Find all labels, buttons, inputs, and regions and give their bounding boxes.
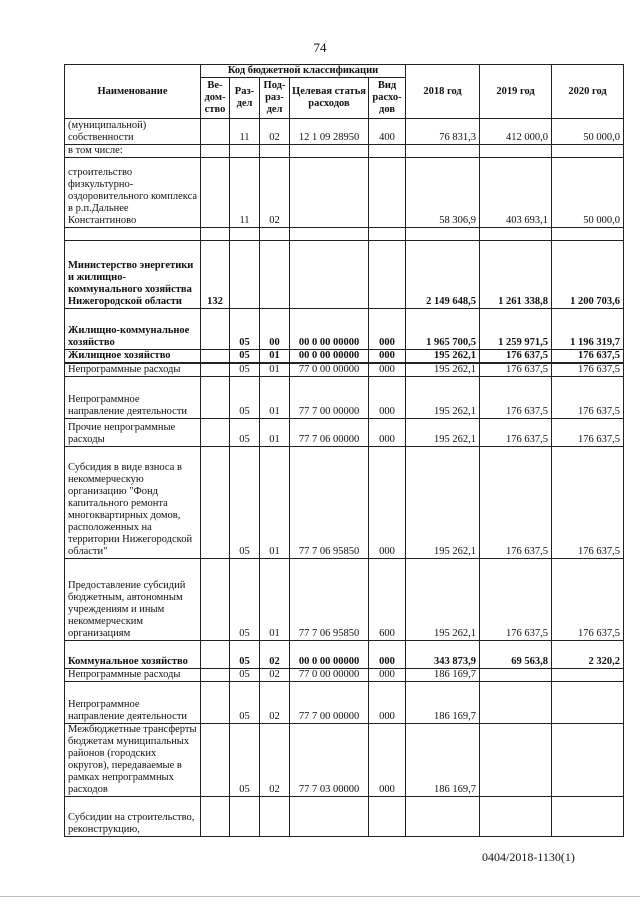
row-2020: 50 000,0 [552,119,624,145]
row-podrazdel: 02 [260,119,290,145]
row-razdel: 05 [230,447,260,559]
row-vedomstvo [201,447,230,559]
table-row [65,241,624,309]
row-vedomstvo [201,641,230,669]
row-2019 [480,145,552,158]
table-row [65,350,624,364]
row-2020 [552,669,624,682]
row-name: Непрограммное направление деятельности [65,682,201,724]
row-vid: 000 [369,309,406,350]
row-target: 00 0 00 00000 [290,641,369,669]
table-row [65,641,624,669]
row-2020 [552,724,624,797]
row-2019: 176 637,5 [480,363,552,377]
row-target: 77 7 06 00000 [290,419,369,447]
row-podrazdel: 01 [260,363,290,377]
row-2019: 176 637,5 [480,419,552,447]
row-razdel [230,228,260,241]
table-row [65,682,624,724]
row-razdel: 05 [230,309,260,350]
table-row [65,419,624,447]
header-vedomstvo: Ве-дом-ство [201,78,230,119]
row-target: 77 7 06 95850 [290,559,369,641]
row-target: 77 7 00 00000 [290,377,369,419]
row-razdel: 11 [230,119,260,145]
header-name: Наименование [65,65,201,119]
row-2020: 50 000,0 [552,158,624,228]
table-row [65,228,624,241]
row-2020: 176 637,5 [552,447,624,559]
row-2018: 195 262,1 [406,363,480,377]
row-podrazdel: 01 [260,559,290,641]
row-vid [369,241,406,309]
row-vid: 000 [369,363,406,377]
row-2018: 76 831,3 [406,119,480,145]
row-vid: 000 [369,419,406,447]
row-2018 [406,145,480,158]
row-target [290,145,369,158]
row-2018 [406,797,480,837]
row-name: Субсидия в виде взноса в некоммерческую организацию "Фонд капитального ремонта многоквартирных домов, расположенных на территории Нижегородской области" [65,447,201,559]
row-razdel: 05 [230,641,260,669]
row-vedomstvo [201,145,230,158]
table-row [65,363,624,377]
table-row [65,447,624,559]
table-row [65,377,624,419]
row-podrazdel: 02 [260,682,290,724]
row-2018: 343 873,9 [406,641,480,669]
row-target: 77 0 00 00000 [290,363,369,377]
row-name: Непрограммные расходы [65,363,201,377]
row-2019: 1 259 971,5 [480,309,552,350]
row-podrazdel [260,228,290,241]
row-name: Непрограммные расходы [65,669,201,682]
row-2020 [552,145,624,158]
row-razdel [230,145,260,158]
row-2018: 58 306,9 [406,158,480,228]
row-podrazdel: 02 [260,158,290,228]
row-name [65,228,201,241]
row-vedomstvo [201,350,230,364]
row-podrazdel: 02 [260,641,290,669]
row-razdel: 05 [230,559,260,641]
row-vid [369,228,406,241]
row-2020: 176 637,5 [552,363,624,377]
row-2020 [552,228,624,241]
row-2019: 176 637,5 [480,559,552,641]
row-vedomstvo [201,119,230,145]
row-2018: 195 262,1 [406,419,480,447]
row-target: 00 0 00 00000 [290,309,369,350]
page-bottom-rule [0,896,640,897]
row-name: Межбюджетные трансферты бюджетам муниципальных районов (городских округов), передаваемые в рамках непрограммных расходов [65,724,201,797]
row-name: Субсидии на строительство, реконструкцию, [65,797,201,837]
row-name: (муниципальной) собственности [65,119,201,145]
row-2019: 176 637,5 [480,350,552,364]
row-vid: 600 [369,559,406,641]
row-podrazdel: 01 [260,447,290,559]
row-target: 77 7 03 00000 [290,724,369,797]
row-2019 [480,797,552,837]
row-podrazdel [260,241,290,309]
row-vedomstvo [201,724,230,797]
row-name: Жилищное хозяйство [65,350,201,364]
row-name: Министерство энергетики и жилищно-коммунального хозяйства Нижегородской области [65,241,201,309]
row-vedomstvo [201,377,230,419]
row-vid [369,158,406,228]
row-target: 12 1 09 28950 [290,119,369,145]
row-2018: 195 262,1 [406,350,480,364]
row-2019 [480,724,552,797]
row-target: 00 0 00 00000 [290,350,369,364]
row-2018: 195 262,1 [406,377,480,419]
header-vid: Вид расхо-дов [369,78,406,119]
row-2020: 176 637,5 [552,377,624,419]
row-vedomstvo [201,228,230,241]
row-vid: 000 [369,447,406,559]
row-vid: 000 [369,682,406,724]
row-name: в том числе: [65,145,201,158]
row-2019 [480,682,552,724]
row-2020 [552,797,624,837]
row-razdel: 05 [230,724,260,797]
row-razdel: 05 [230,419,260,447]
table-row [65,158,624,228]
row-vid [369,145,406,158]
row-2019: 412 000,0 [480,119,552,145]
row-2020: 2 320,2 [552,641,624,669]
row-target [290,797,369,837]
row-vedomstvo [201,419,230,447]
row-vedomstvo [201,682,230,724]
row-2018: 186 169,7 [406,682,480,724]
row-2018 [406,228,480,241]
table-row [65,309,624,350]
row-target [290,241,369,309]
row-vedomstvo: 132 [201,241,230,309]
row-vid: 000 [369,350,406,364]
row-2018: 186 169,7 [406,669,480,682]
row-podrazdel: 01 [260,419,290,447]
row-target: 77 0 00 00000 [290,669,369,682]
row-2019: 176 637,5 [480,447,552,559]
row-name: Жилищно-коммунальное хозяйство [65,309,201,350]
header-2018: 2018 год [406,65,480,119]
row-podrazdel: 02 [260,669,290,682]
row-2018: 1 965 700,5 [406,309,480,350]
row-podrazdel [260,145,290,158]
row-target [290,158,369,228]
row-vid: 000 [369,669,406,682]
row-2020: 1 200 703,6 [552,241,624,309]
row-razdel [230,241,260,309]
row-2018: 186 169,7 [406,724,480,797]
row-razdel: 05 [230,363,260,377]
row-vid: 400 [369,119,406,145]
header-2020: 2020 год [552,65,624,119]
row-name: Непрограммное направление деятельности [65,377,201,419]
row-razdel: 05 [230,682,260,724]
row-2018: 195 262,1 [406,559,480,641]
row-podrazdel: 01 [260,350,290,364]
row-razdel [230,797,260,837]
row-razdel: 11 [230,158,260,228]
header-2019: 2019 год [480,65,552,119]
row-2019: 1 261 338,8 [480,241,552,309]
row-vedomstvo [201,158,230,228]
table-row [65,669,624,682]
row-vid: 000 [369,377,406,419]
row-2019: 69 563,8 [480,641,552,669]
table-row [65,559,624,641]
header-classification: Код бюджетной классификации [201,65,406,78]
row-vid: 000 [369,724,406,797]
row-2020: 176 637,5 [552,350,624,364]
header-razdel: Раз-дел [230,78,260,119]
row-name: Предоставление субсидий бюджетным, автономным учреждениям и иным некоммерческим организациям [65,559,201,641]
row-vedomstvo [201,669,230,682]
header-target: Целевая статья расходов [290,78,369,119]
row-2018: 195 262,1 [406,447,480,559]
table-row [65,724,624,797]
row-target: 77 7 06 95850 [290,447,369,559]
row-name: Коммунальное хозяйство [65,641,201,669]
row-2020: 176 637,5 [552,419,624,447]
row-podrazdel: 01 [260,377,290,419]
header-podrazdel: Под-раз-дел [260,78,290,119]
table-row [65,797,624,837]
row-name: строительство физкультурно-оздоровительного комплекса в р.п.Дальнее Константиново [65,158,201,228]
row-vid [369,797,406,837]
row-2019: 403 693,1 [480,158,552,228]
page-number: 74 [313,40,327,55]
row-vedomstvo [201,363,230,377]
row-vedomstvo [201,309,230,350]
row-2019 [480,669,552,682]
row-name: Прочие непрограммные расходы [65,419,201,447]
row-2019 [480,228,552,241]
row-2020: 176 637,5 [552,559,624,641]
table-row [65,119,624,145]
row-2020 [552,682,624,724]
row-vedomstvo [201,797,230,837]
row-razdel: 05 [230,669,260,682]
row-target [290,228,369,241]
row-razdel: 05 [230,350,260,364]
row-vid: 000 [369,641,406,669]
row-2019: 176 637,5 [480,377,552,419]
budget-table [64,64,624,837]
row-podrazdel [260,797,290,837]
row-podrazdel: 02 [260,724,290,797]
row-target: 77 7 00 00000 [290,682,369,724]
row-podrazdel: 00 [260,309,290,350]
row-2018: 2 149 648,5 [406,241,480,309]
row-razdel: 05 [230,377,260,419]
row-2020: 1 196 319,7 [552,309,624,350]
document-code: 0404/2018-1130(1) [482,850,575,864]
row-vedomstvo [201,559,230,641]
table-row [65,145,624,158]
